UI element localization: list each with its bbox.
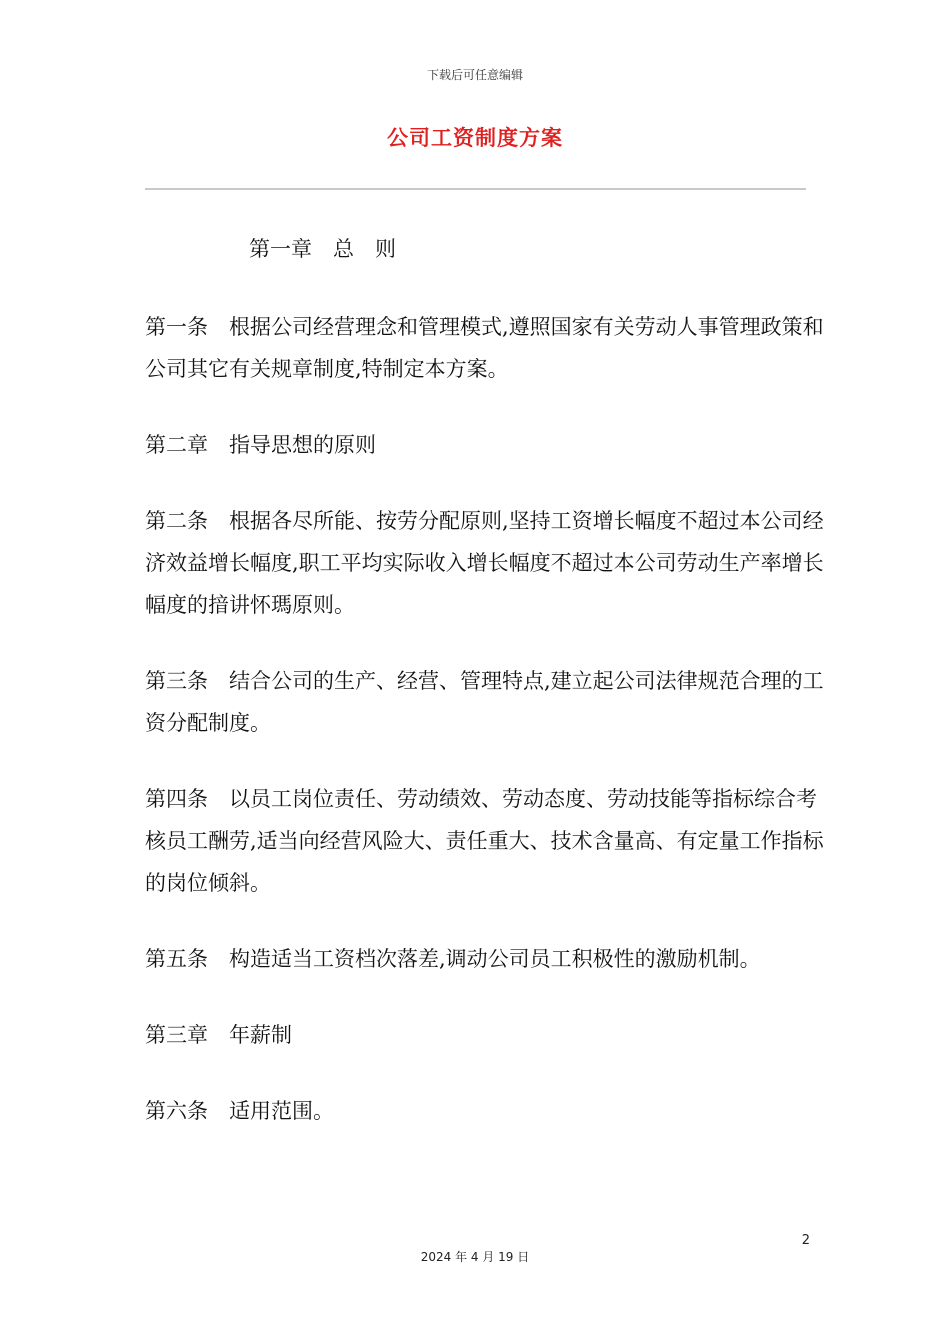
- document-title: 公司工资制度方案: [387, 126, 563, 150]
- article-paragraph: 第二条 根据各尽所能、按劳分配原则,坚持工资增长幅度不超过本公司经济效益增长幅度,职工平均实际收入增长幅度不超过本公司劳动生产率增长幅度的揞讲怀瑪原则。: [145, 509, 824, 617]
- footer-date: 2024 年 4 月 19 日: [420, 1250, 530, 1264]
- article-paragraph: 第四条 以员工岗位责任、劳动绩效、劳动态度、劳动技能等指标综合考核员工酬劳,适当向经营风险大、责任重大、技术含量高、有定量工作指标的岗位倾斜。: [145, 787, 824, 895]
- chapter-heading: 第三章 年薪制: [145, 1023, 292, 1047]
- article-paragraph: 第一条 根据公司经营理念和管理模式,遵照国家有关劳动人事管理政策和公司其它有关规章制度,特制定本方案。: [145, 315, 824, 381]
- article-paragraph: 第六条 适用范围。: [145, 1099, 334, 1123]
- header-note: 下载后可任意编辑: [426, 68, 523, 82]
- document-body: [145, 228, 825, 1166]
- article-paragraph: 第五条 构造适当工资档次落差,调动公司员工积极性的激励机制。: [145, 947, 761, 971]
- chapter-heading: 第二章 指导思想的原则: [145, 433, 376, 457]
- page-number: 2: [801, 1233, 810, 1248]
- title-divider: [145, 188, 806, 190]
- chapter-heading: 第一章 总 则: [249, 237, 396, 261]
- article-paragraph: 第三条 结合公司的生产、经营、管理特点,建立起公司法律规范合理的工资分配制度。: [145, 669, 824, 735]
